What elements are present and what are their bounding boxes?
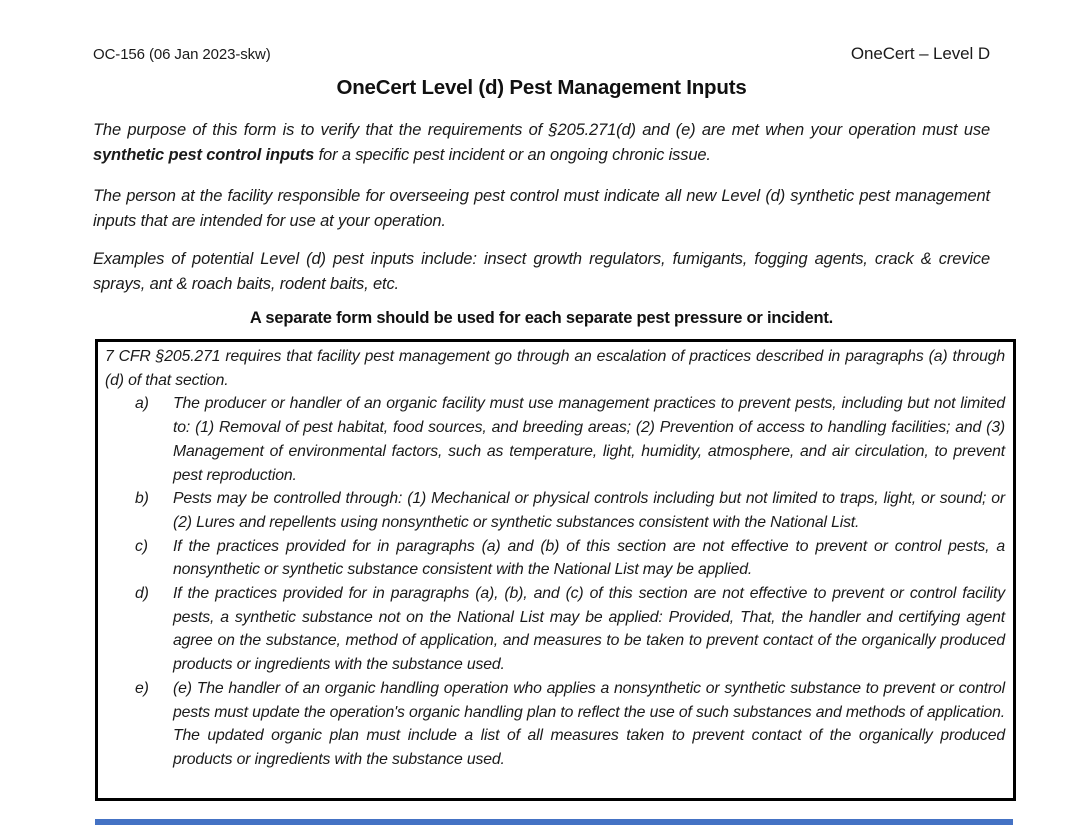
regulation-item-text: The producer or handler of an organic facility must use management practices to prevent pests, including but not limited to: (1) Removal of pest habitat, food sources, and breeding areas; (2) Prevention of access to handling facilities; and (3) Management of environmental factors, such as temperature, light, humidity, atmosphere, and air circulation, to prevent pest reproduction. (173, 395, 1005, 484)
regulation-item-marker: c) (135, 537, 148, 555)
regulation-intro: 7 CFR §205.271 requires that facility pest management go through an escalation of practices described in paragraphs (a) through (d) of that section. (105, 348, 1005, 389)
regulation-item-marker: b) (135, 490, 149, 508)
responsibility-paragraph: The person at the facility responsible for overseeing pest control must indicate all new Level (d) synthetic pest management inputs that are intended for use at your operation. (93, 187, 990, 230)
form-number: OC-156 (06 Jan 2023-skw) (93, 46, 271, 63)
document-content (93, 0, 1005, 801)
doc-level-label: OneCert – Level D (850, 44, 990, 63)
regulation-item (105, 392, 1005, 487)
regulation-box (95, 339, 1016, 801)
page-title: OneCert Level (d) Pest Management Inputs (336, 76, 747, 99)
regulation-item (105, 487, 1005, 534)
purpose-text-before: The purpose of this form is to verify that the requirements of §205.271(d) and (e) are met when your operation must use (93, 121, 990, 139)
regulation-item-marker: e) (135, 679, 149, 697)
regulation-item-text: If the practices provided for in paragraphs (a) and (b) of this section are not effective to prevent or control pests, a nonsynthetic or synthetic substance consistent with the National List may be applied. (173, 537, 1005, 579)
regulation-item (105, 582, 1005, 677)
regulation-item-marker: a) (135, 395, 149, 413)
bottom-table-edge (95, 819, 1013, 825)
purpose-text-after: for a specific pest incident or an ongoing chronic issue. (314, 146, 711, 164)
regulation-list (105, 392, 1005, 771)
purpose-bold-phrase: synthetic pest control inputs (93, 146, 315, 164)
page-header (93, 0, 990, 64)
regulation-item-text: (e) The handler of an organic handling operation who applies a nonsynthetic or synthetic substance to prevent or control pests must update the operation's organic handling plan to reflect the use of such substances and methods of application. The updated organic plan must include a list of all measures taken to prevent contact of the organically produced products or ingredients with the substance used. (173, 679, 1005, 768)
regulation-item-text: Pests may be controlled through: (1) Mechanical or physical controls including but not limited to traps, light, or sound; or (2) Lures and repellents using nonsynthetic or synthetic substances consistent with the National List. (173, 490, 1005, 531)
purpose-paragraph (93, 118, 990, 168)
regulation-item-text: If the practices provided for in paragraphs (a), (b), and (c) of this section are not effective to prevent or control facility pests, a synthetic substance not on the National List may be applied: Provided, That, the handler and certifying agent agree on the substance, method of application, and measures to be taken to prevent contact of the organically produced products or ingredients with the substance used. (173, 585, 1005, 674)
regulation-item (105, 677, 1005, 772)
regulation-item-marker: d) (135, 585, 149, 603)
regulation-item (105, 535, 1005, 582)
separate-form-note: A separate form should be used for each separate pest pressure or incident. (249, 309, 834, 327)
examples-paragraph: Examples of potential Level (d) pest inputs include: insect growth regulators, fumigants, fogging agents, crack & crevice sprays, ant & roach baits, rodent baits, etc. (93, 250, 990, 293)
